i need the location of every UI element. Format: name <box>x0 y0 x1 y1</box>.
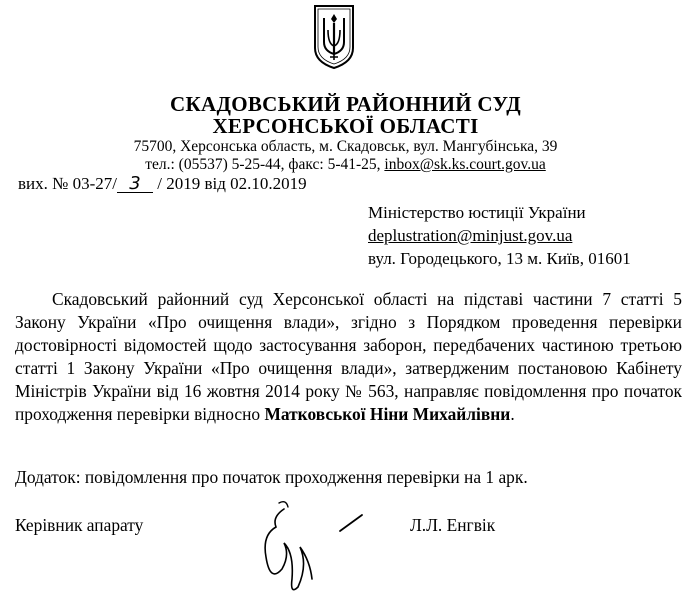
recipient-name: Міністерство юстиції України <box>368 203 586 222</box>
body-end: . <box>510 404 515 424</box>
outgoing-prefix: вих. № 03-27/ <box>18 174 117 193</box>
attachment-note: Додаток: повідомлення про початок проходження перевірки на 1 арк. <box>15 467 528 487</box>
court-name-line2: ХЕРСОНСЬКОЇ ОБЛАСТІ <box>212 114 479 138</box>
court-phone-fax: тел.: (05537) 5-25-44, факс: 5-41-25, <box>145 156 385 173</box>
court-name-line1: СКАДОВСЬКИЙ РАЙОННИЙ СУД <box>170 92 521 116</box>
signer-title: Керівник апарату <box>15 515 144 535</box>
court-contacts <box>0 156 691 174</box>
person-name: Матковської Ніни Михайлівни <box>264 404 511 424</box>
handwritten-signature <box>232 495 372 600</box>
recipient-address: вул. Городецького, 13 м. Київ, 01601 <box>368 249 631 268</box>
court-address: 75700, Херсонська область, м. Скадовськ, вул. Мангубінська, 39 <box>133 138 558 155</box>
signer-name: Л.Л. Енгвік <box>410 515 496 535</box>
coat-of-arms-icon <box>313 4 355 70</box>
outgoing-suffix: / 2019 від 02.10.2019 <box>152 174 307 193</box>
handwritten-number: 3 <box>117 176 153 193</box>
body-paragraph <box>15 288 682 426</box>
body-text: Скадовський районний суд Херсонської області на підставі частини 7 статті 5 Закону України «Про очищення влади», згідно з Порядком проведення перевірки достовірності відомостей щодо застосування заборон, передбачених частиною третьою статті 1 Закону України «Про очищення влади», затвердженим постановою Кабінету Міністрів України від 16 жовтня 2014 року № 563, направляє повідомлення про початок проходження перевірки відносно <box>15 289 682 424</box>
outgoing-number <box>18 174 307 194</box>
recipient-email-link[interactable]: deplustration@minjust.gov.ua <box>368 226 573 245</box>
court-email-link[interactable]: inbox@sk.ks.court.gov.ua <box>384 156 546 173</box>
